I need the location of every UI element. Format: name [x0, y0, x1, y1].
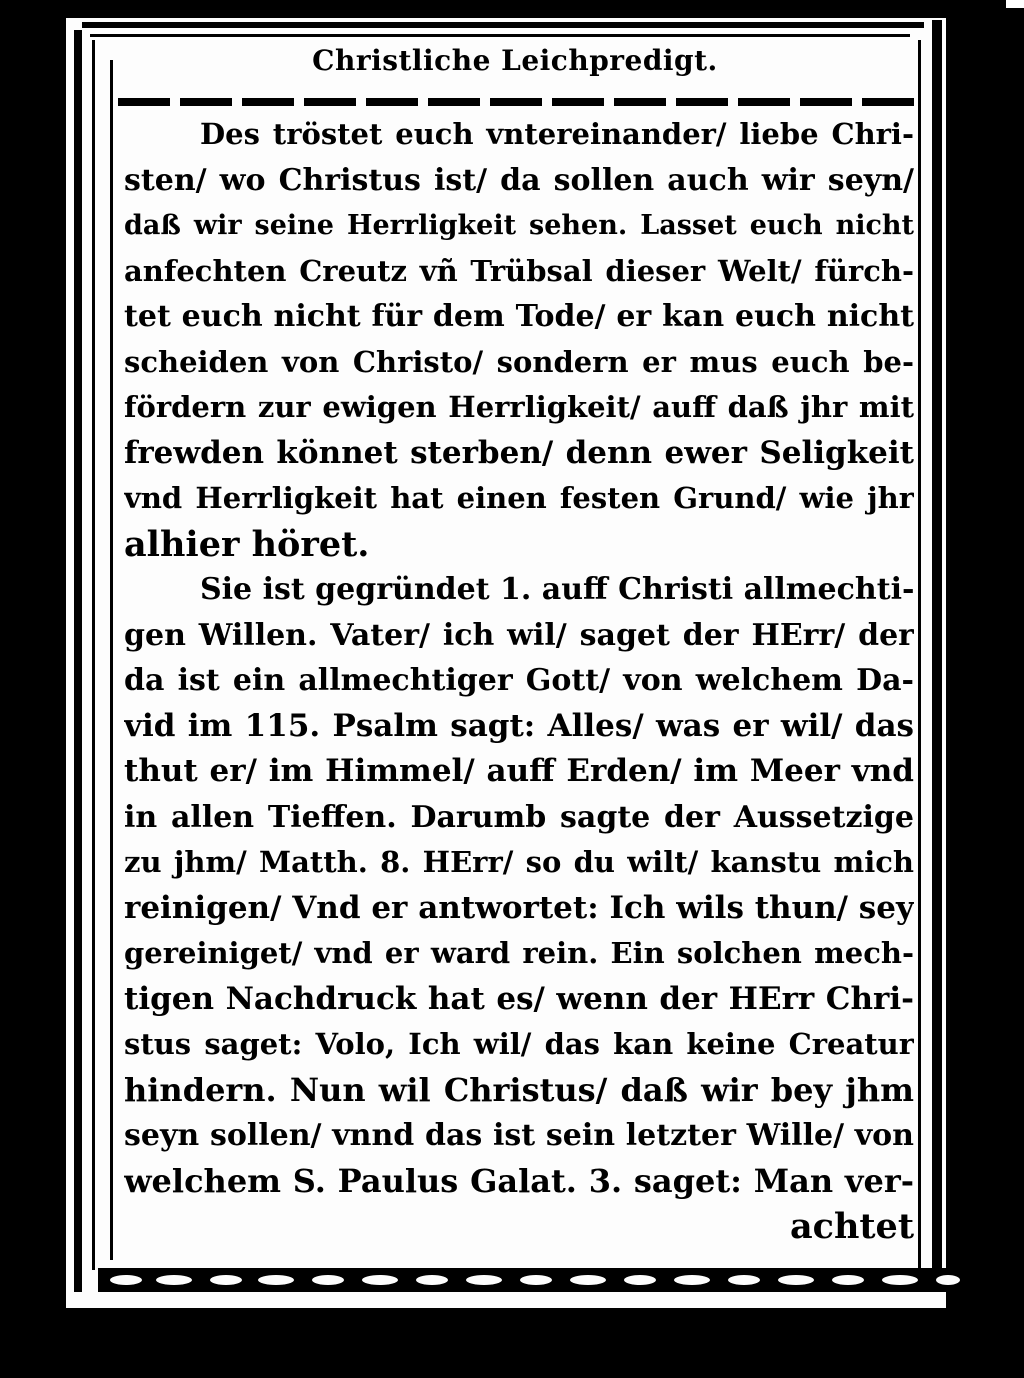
ornament-border [98, 1266, 970, 1294]
text-line: scheiden von Christo/ sondern er mus euch be- [124, 344, 914, 379]
text-line: vnd Herrligkeit hat einen festen Grund/ wie jhr [124, 481, 914, 515]
text-line: zu jhm/ Matth. 8. HErr/ so du wilt/ kanstu mich [124, 845, 914, 879]
text-line: thut er/ im Himmel/ auff Erden/ im Meer vnd [124, 753, 914, 789]
body-text [124, 112, 914, 1250]
running-header: Christliche Leichpredigt. [312, 44, 718, 77]
text-line: gen Willen. Vater/ ich wil/ saget der HErr/ der [124, 617, 914, 653]
border-rule-top-inner [90, 34, 910, 37]
text-line: frewden könnet sterben/ denn ewer Seligkeit [124, 434, 914, 471]
text-line: Des tröstet euch vntereinander/ liebe Chri- [200, 117, 914, 151]
catchword: achtet [789, 1206, 914, 1247]
text-line: in allen Tieffen. Darumb sagte der Aussetzige [124, 799, 914, 835]
text-line: sten/ wo Christus ist/ da sollen auch wir seyn/ [124, 162, 914, 198]
text-line: welchem S. Paulus Galat. 3. saget: Man ver- [124, 1161, 914, 1200]
text-line: gereiniget/ vnd er ward rein. Ein solchen mech- [124, 936, 914, 970]
text-line: da ist ein allmechtiger Gott/ von welchem Da- [124, 663, 914, 698]
border-rule-left-inner [92, 40, 95, 1270]
text-line: hindern. Nun wil Christus/ daß wir bey jhm [124, 1070, 914, 1109]
text-line: tigen Nachdruck hat es/ wenn der HErr Chri- [124, 980, 914, 1017]
corner-speck [1006, 0, 1024, 8]
text-line: alhier höret. [124, 523, 370, 565]
text-line: reinigen/ Vnd er antwortet: Ich wils thun/ sey [124, 889, 914, 926]
text-line: seyn sollen/ vnnd das ist sein letzter Wille/ von [124, 1118, 914, 1153]
text-line: anfechten Creutz vñ Trübsal dieser Welt/ fürch- [124, 253, 914, 288]
text-line: daß wir seine Herrligkeit sehen. Lasset euch nicht [124, 210, 914, 241]
text-line: fördern zur ewigen Herrligkeit/ auff daß jhr mit [124, 390, 914, 424]
border-rule-right [932, 20, 942, 1290]
border-rule-left [74, 30, 82, 1292]
text-line: stus saget: Volo, Ich wil/ das kan keine Creatur [124, 1027, 914, 1061]
text-line: vid im 115. Psalm sagt: Alles/ was er wil/ das [124, 707, 914, 744]
text-line: Sie ist gegründet 1. auff Christi allmechti- [200, 572, 914, 607]
border-rule-left-innermost [110, 60, 113, 1260]
border-rule-top [82, 22, 924, 28]
border-rule-right-inner [918, 40, 921, 1270]
header-dashed-rule [118, 98, 914, 106]
text-line: tet euch nicht für dem Tode/ er kan euch nicht [124, 299, 914, 334]
